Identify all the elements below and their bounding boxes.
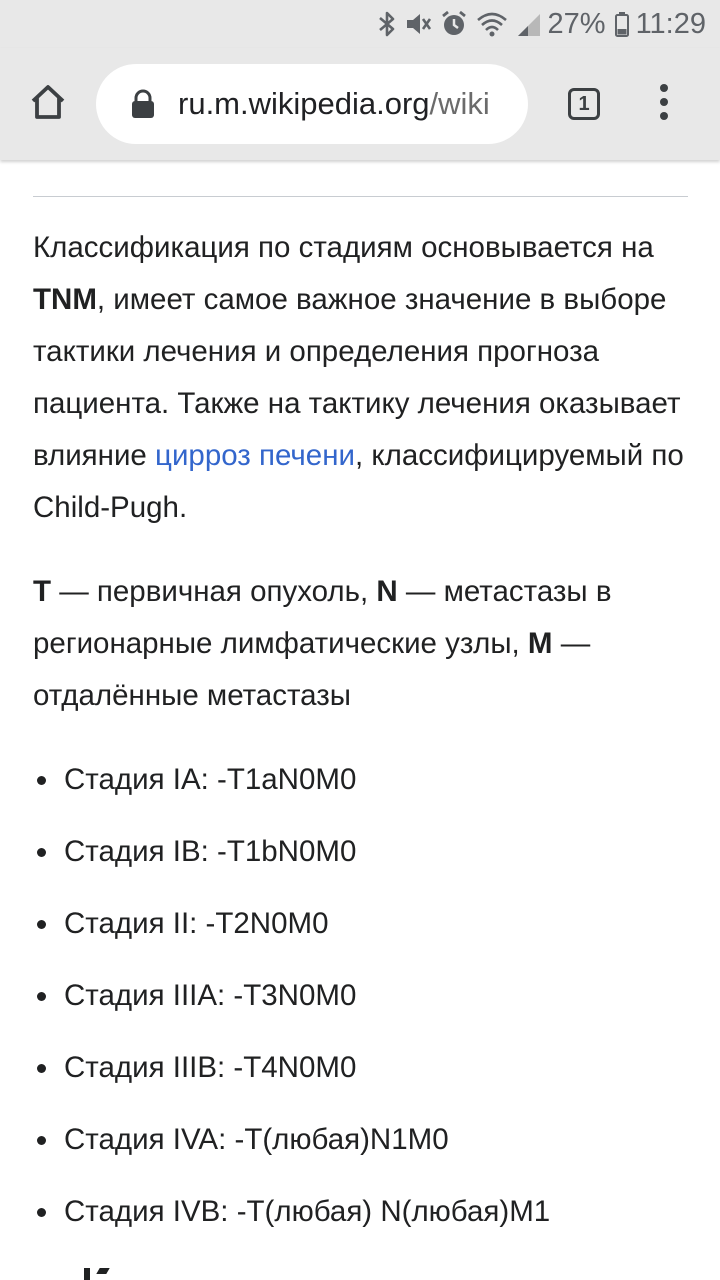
url-path: /wiki: [429, 86, 490, 121]
lock-icon: [130, 89, 156, 119]
url-bar[interactable]: [96, 64, 528, 144]
url-host: ru.m.wikipedia.org: [178, 86, 430, 121]
bullet-icon: [37, 992, 46, 1001]
bullet-icon: [37, 776, 46, 785]
t-text: — первичная опухоль,: [51, 575, 377, 608]
t-label: T: [33, 575, 52, 608]
more-vert-icon: [658, 82, 670, 127]
clock-time: 11:29: [635, 7, 706, 40]
alarm-icon: [440, 10, 468, 38]
next-text-cutoff: [84, 1268, 114, 1280]
para1-text-2: , имеет самое важное значение в выборе тактики лечения и определения прогноза пациента. Также на тактику лечения оказывает влияние: [33, 283, 681, 472]
bullet-icon: [37, 1136, 46, 1145]
wifi-icon: [476, 10, 508, 38]
url-text: [178, 86, 490, 122]
stage-label: Стадия IVB: -T(любая) N(любая)M1: [64, 1195, 551, 1228]
tnm-definition-paragraph: [33, 566, 693, 722]
stage-label: Стадия IIIB: -T4N0M0: [64, 1051, 357, 1084]
bullet-icon: [37, 920, 46, 929]
list-item: [0, 960, 550, 1032]
bullet-icon: [37, 848, 46, 857]
stage-label: Стадия II: -T2N0M0: [64, 907, 329, 940]
mute-icon: [404, 10, 432, 38]
tab-switcher-button[interactable]: [562, 86, 606, 122]
stage-label: Стадия IVA: -T(любая)N1M0: [64, 1123, 449, 1156]
menu-button[interactable]: [644, 76, 684, 132]
stages-list: [0, 744, 550, 1248]
cirrhosis-link[interactable]: цирроз печени: [155, 439, 355, 472]
battery-icon: [614, 10, 630, 38]
status-bar: [0, 0, 720, 48]
stage-label: Стадия IIIA: -T3N0M0: [64, 979, 357, 1012]
para1-text-1: Классификация по стадиям основывается на: [33, 231, 654, 264]
list-item: [0, 1176, 550, 1248]
home-icon: [28, 82, 68, 127]
n-text: — метастазы в регионарные лимфатические узлы,: [33, 575, 612, 660]
para1-text-3: , классифицируемый по Child-Pugh.: [33, 439, 684, 524]
bullet-icon: [37, 1208, 46, 1217]
stage-label: Стадия IB: -T1bN0M0: [64, 835, 357, 868]
bluetooth-icon: [378, 10, 396, 38]
browser-toolbar: [0, 48, 720, 160]
tnm-term: TNM: [33, 283, 97, 316]
list-item: [0, 1104, 550, 1176]
signal-icon: [516, 10, 542, 38]
section-divider: [33, 196, 688, 197]
list-item: [0, 1032, 550, 1104]
home-button[interactable]: [24, 80, 72, 128]
stage-label: Стадия IA: -T1aN0M0: [64, 763, 357, 796]
bullet-icon: [37, 1064, 46, 1073]
m-text: — отдалённые метастазы: [33, 627, 591, 712]
list-item: [0, 816, 550, 888]
list-item: [0, 888, 550, 960]
battery-percent: 27%: [547, 7, 606, 40]
tab-count: 1: [568, 88, 600, 120]
classification-paragraph: [33, 222, 693, 534]
m-label: M: [527, 627, 553, 660]
list-item: [0, 744, 550, 816]
n-label: N: [376, 575, 398, 608]
